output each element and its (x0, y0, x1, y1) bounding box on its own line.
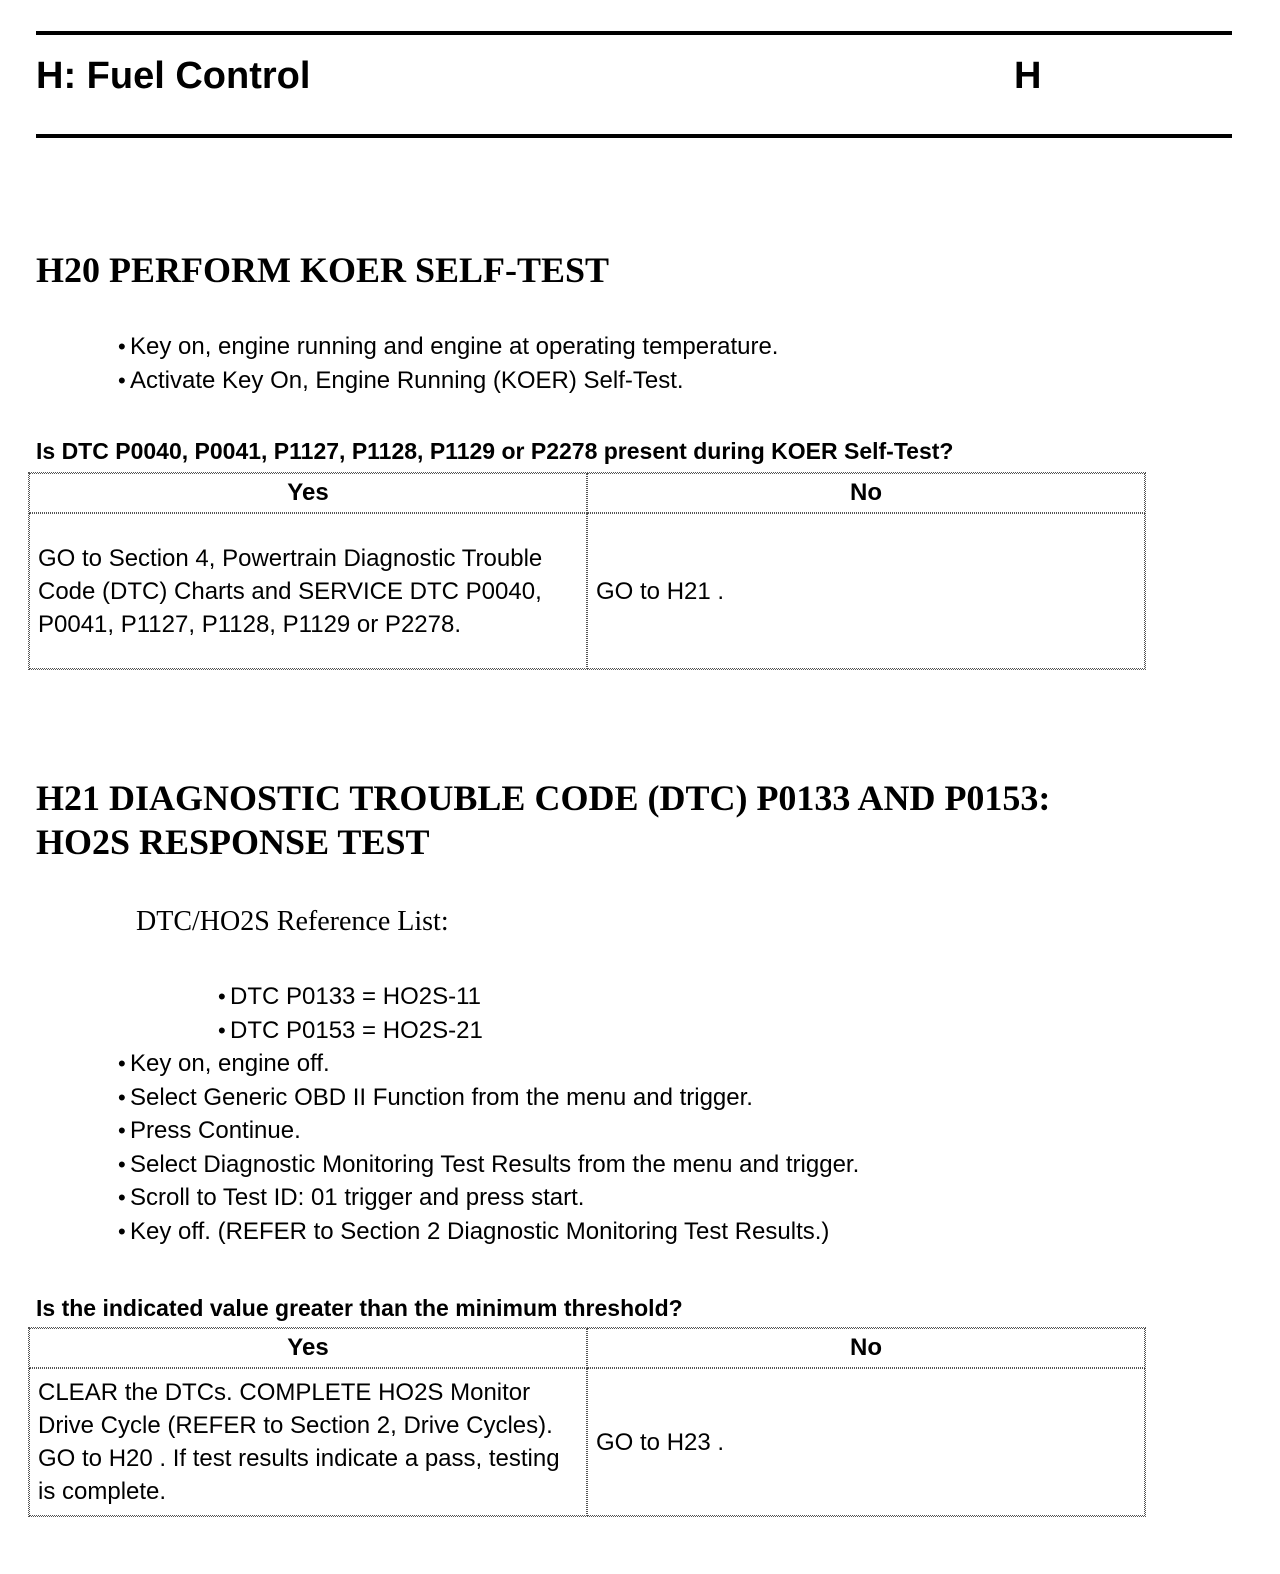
bullet-item: • Select Diagnostic Monitoring Test Results from the menu and trigger. (118, 1148, 859, 1182)
reference-list (218, 980, 483, 1047)
yes-column-header: Yes (29, 1328, 587, 1368)
chapter-letter: H (1014, 55, 1042, 97)
step-h21-heading-line1: H21 DIAGNOSTIC TROUBLE CODE (DTC) P0133 AND P0153: (36, 778, 1051, 818)
chapter-title: H: Fuel Control (36, 55, 311, 97)
reference-list-label: DTC/HO2S Reference List: (136, 906, 449, 937)
table-row (29, 513, 1145, 669)
no-action-cell: GO to H23 . (587, 1368, 1145, 1516)
bullet-item: • Activate Key On, Engine Running (KOER) Self-Test. (118, 364, 778, 398)
bullet-item: • Press Continue. (118, 1114, 859, 1148)
step-h21-heading (36, 776, 1050, 864)
bullet-item: • Scroll to Test ID: 01 trigger and press start. (118, 1181, 859, 1215)
table-row (29, 1368, 1145, 1516)
reference-item: • DTC P0153 = HO2S-21 (218, 1014, 483, 1048)
bullet-item: • Key off. (REFER to Section 2 Diagnostic Monitoring Test Results.) (118, 1215, 859, 1249)
yes-action-cell: CLEAR the DTCs. COMPLETE HO2S Monitor Drive Cycle (REFER to Section 2, Drive Cycles). GO to H20 . If test results indicate a pass, testing is complete. (29, 1368, 587, 1516)
step-h21-heading-line2: HO2S RESPONSE TEST (36, 822, 430, 862)
no-column-header: No (587, 1328, 1145, 1368)
table-header-row (29, 473, 1145, 513)
bullet-item: • Key on, engine off. (118, 1047, 859, 1081)
header-top-rule (36, 31, 1232, 35)
yes-column-header: Yes (29, 473, 587, 513)
table-header-row (29, 1328, 1145, 1368)
header-bottom-rule (36, 134, 1232, 138)
bullet-item: • Select Generic OBD II Function from the menu and trigger. (118, 1081, 859, 1115)
step-h21-result-table (28, 1327, 1146, 1517)
step-h20-question: Is DTC P0040, P0041, P1127, P1128, P1129 or P2278 present during KOER Self-Test? (36, 438, 954, 464)
step-h21-bullet-list (118, 1047, 859, 1248)
step-h20-result-table (28, 472, 1146, 670)
reference-item: • DTC P0133 = HO2S-11 (218, 980, 483, 1014)
step-h20-heading: H20 PERFORM KOER SELF-TEST (36, 250, 610, 290)
yes-action-cell: GO to Section 4, Powertrain Diagnostic Trouble Code (DTC) Charts and SERVICE DTC P0040, P0041, P1127, P1128, P1129 or P2278. (29, 513, 587, 669)
no-action-cell: GO to H21 . (587, 513, 1145, 669)
step-h20-bullet-list (118, 330, 778, 397)
step-h21-question: Is the indicated value greater than the minimum threshold? (36, 1295, 683, 1321)
bullet-item: • Key on, engine running and engine at operating temperature. (118, 330, 778, 364)
no-column-header: No (587, 473, 1145, 513)
